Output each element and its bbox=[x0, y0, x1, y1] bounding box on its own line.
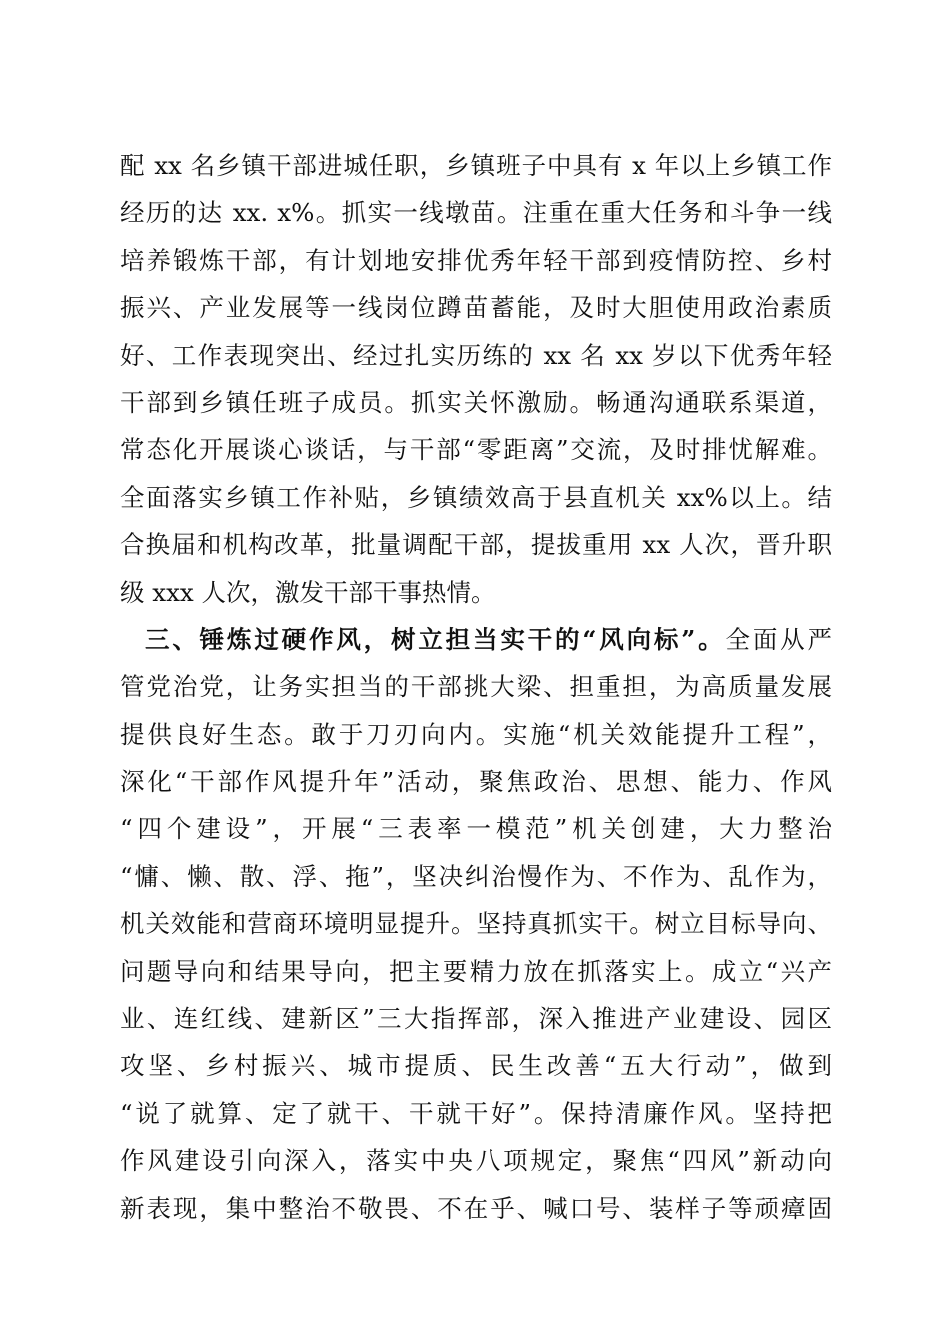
text-line: 全面落实乡镇工作补贴，乡镇绩效高于县直机关 xx%以上。结 bbox=[120, 482, 832, 512]
text-line: 机关效能和营商环境明显提升。坚持真抓实干。树立目标导向、 bbox=[120, 909, 832, 939]
text-line: 好、工作表现突出、经过扎实历练的 xx 名 xx 岁以下优秀年轻 bbox=[120, 340, 832, 370]
section-heading: 三、锤炼过硬作风，树立担当实干的“风向标”。 bbox=[145, 624, 726, 654]
text-line: “说了就算、定了就干、干就干好”。保持清廉作风。坚持把 bbox=[120, 1098, 832, 1128]
document-body bbox=[120, 142, 832, 1232]
text-line: 管党治党，让务实担当的干部挑大梁、担重担，为高质量发展 bbox=[120, 672, 832, 702]
text-run: 全面从严 bbox=[725, 624, 832, 654]
text-line: 新表现，集中整治不敬畏、不在乎、喊口号、装样子等顽瘴固 bbox=[120, 1193, 832, 1223]
text-line: 级 xxx 人次，激发干部干事热情。 bbox=[120, 577, 496, 607]
text-line: 作风建设引向深入，落实中央八项规定，聚焦“四风”新动向 bbox=[120, 1146, 832, 1176]
text-line: 培养锻炼干部，有计划地安排优秀年轻干部到疫情防控、乡村 bbox=[120, 245, 832, 275]
text-line: 常态化开展谈心谈话，与干部“零距离”交流，及时排忧解难。 bbox=[120, 435, 832, 465]
text-line: 提供良好生态。敢于刀刃向内。实施“机关效能提升工程”， bbox=[120, 719, 832, 749]
text-line: “慵、懒、散、浮、拖”，坚决纠治慢作为、不作为、乱作为， bbox=[120, 861, 832, 891]
text-line: 深化“干部作风提升年”活动，聚焦政治、思想、能力、作风 bbox=[120, 767, 832, 797]
text-line: “四个建设”，开展“三表率一模范”机关创建，大力整治 bbox=[120, 814, 832, 844]
paragraph bbox=[120, 616, 832, 1232]
text-line: 合换届和机构改革，批量调配干部，提拔重用 xx 人次，晋升职 bbox=[120, 530, 832, 560]
text-line: 攻坚、乡村振兴、城市提质、民生改善“五大行动”，做到 bbox=[120, 1051, 832, 1081]
text-line: 问题导向和结果导向，把主要精力放在抓落实上。成立“兴产 bbox=[120, 956, 832, 986]
text-line: 经历的达 xx. x%。抓实一线墩苗。注重在重大任务和斗争一线 bbox=[120, 198, 832, 228]
text-line: 业、连红线、建新区”三大指挥部，深入推进产业建设、园区 bbox=[120, 1004, 832, 1034]
paragraph bbox=[120, 142, 832, 616]
text-line: 配 xx 名乡镇干部进城任职，乡镇班子中具有 x 年以上乡镇工作 bbox=[120, 151, 832, 180]
text-line: 干部到乡镇任班子成员。抓实关怀激励。畅通沟通联系渠道， bbox=[120, 387, 832, 417]
text-line bbox=[120, 616, 832, 663]
text-line: 振兴、产业发展等一线岗位蹲苗蓄能，及时大胆使用政治素质 bbox=[120, 293, 832, 323]
